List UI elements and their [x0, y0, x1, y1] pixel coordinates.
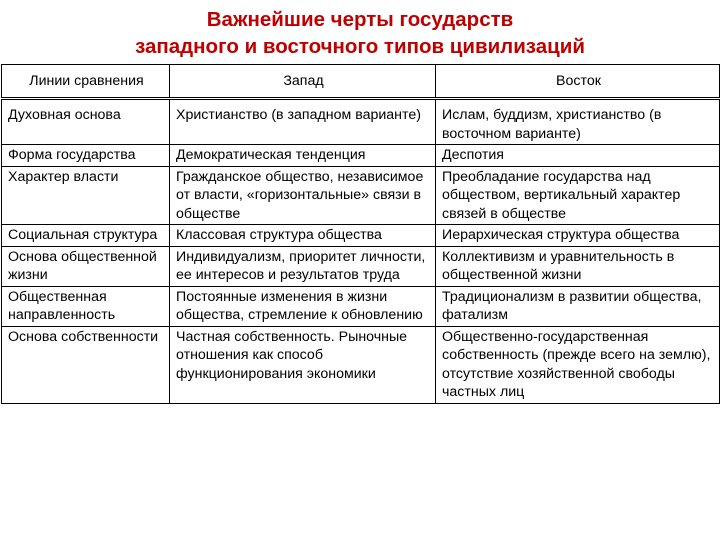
row-label: Духовная основа	[2, 99, 170, 145]
east-cell: Ислам, буддизм, христианство (в восточном варианте)	[436, 99, 720, 145]
table-row	[2, 286, 720, 326]
row-label: Общественная направленность	[2, 286, 170, 326]
row-label: Форма государства	[2, 145, 170, 167]
table-row	[2, 225, 720, 247]
title-line-2: западного и восточного типов цивилизаций	[135, 35, 585, 58]
row-label: Основа собственности	[2, 326, 170, 403]
west-cell: Демократическая тенденция	[170, 145, 436, 167]
comparison-table	[1, 64, 720, 404]
table-row	[2, 246, 720, 286]
table-row	[2, 166, 720, 225]
page-title	[0, 6, 720, 60]
west-cell: Классовая структура общества	[170, 225, 436, 247]
west-cell: Индивидуализм, приоритет личности, ее интересов и результатов труда	[170, 246, 436, 286]
table-row	[2, 326, 720, 403]
east-cell: Традиционализм в развитии общества, фатализм	[436, 286, 720, 326]
header-east: Восток	[436, 65, 720, 99]
west-cell: Постоянные изменения в жизни общества, стремление к обновлению	[170, 286, 436, 326]
east-cell: Преобладание государства над обществом, вертикальный характер связей в обществе	[436, 166, 720, 225]
title-line-1: Важнейшие черты государств	[206, 8, 514, 31]
row-label: Характер власти	[2, 166, 170, 225]
table-row	[2, 99, 720, 145]
table-header-row	[2, 65, 720, 99]
east-cell: Иерархическая структура общества	[436, 225, 720, 247]
east-cell: Общественно-государственная собственность (прежде всего на землю), отсутствие хозяйственной свободы частных лиц	[436, 326, 720, 403]
header-west: Запад	[170, 65, 436, 99]
header-comparison-lines: Линии сравнения	[2, 65, 170, 99]
west-cell: Христианство (в западном варианте)	[170, 99, 436, 145]
east-cell: Деспотия	[436, 145, 720, 167]
row-label: Основа общественной жизни	[2, 246, 170, 286]
table-row	[2, 145, 720, 167]
row-label: Социальная структура	[2, 225, 170, 247]
west-cell: Частная собственность. Рыночные отношения как способ функционирования экономики	[170, 326, 436, 403]
west-cell: Гражданское общество, независимое от власти, «горизонтальные» связи в обществе	[170, 166, 436, 225]
east-cell: Коллективизм и уравнительность в общественной жизни	[436, 246, 720, 286]
